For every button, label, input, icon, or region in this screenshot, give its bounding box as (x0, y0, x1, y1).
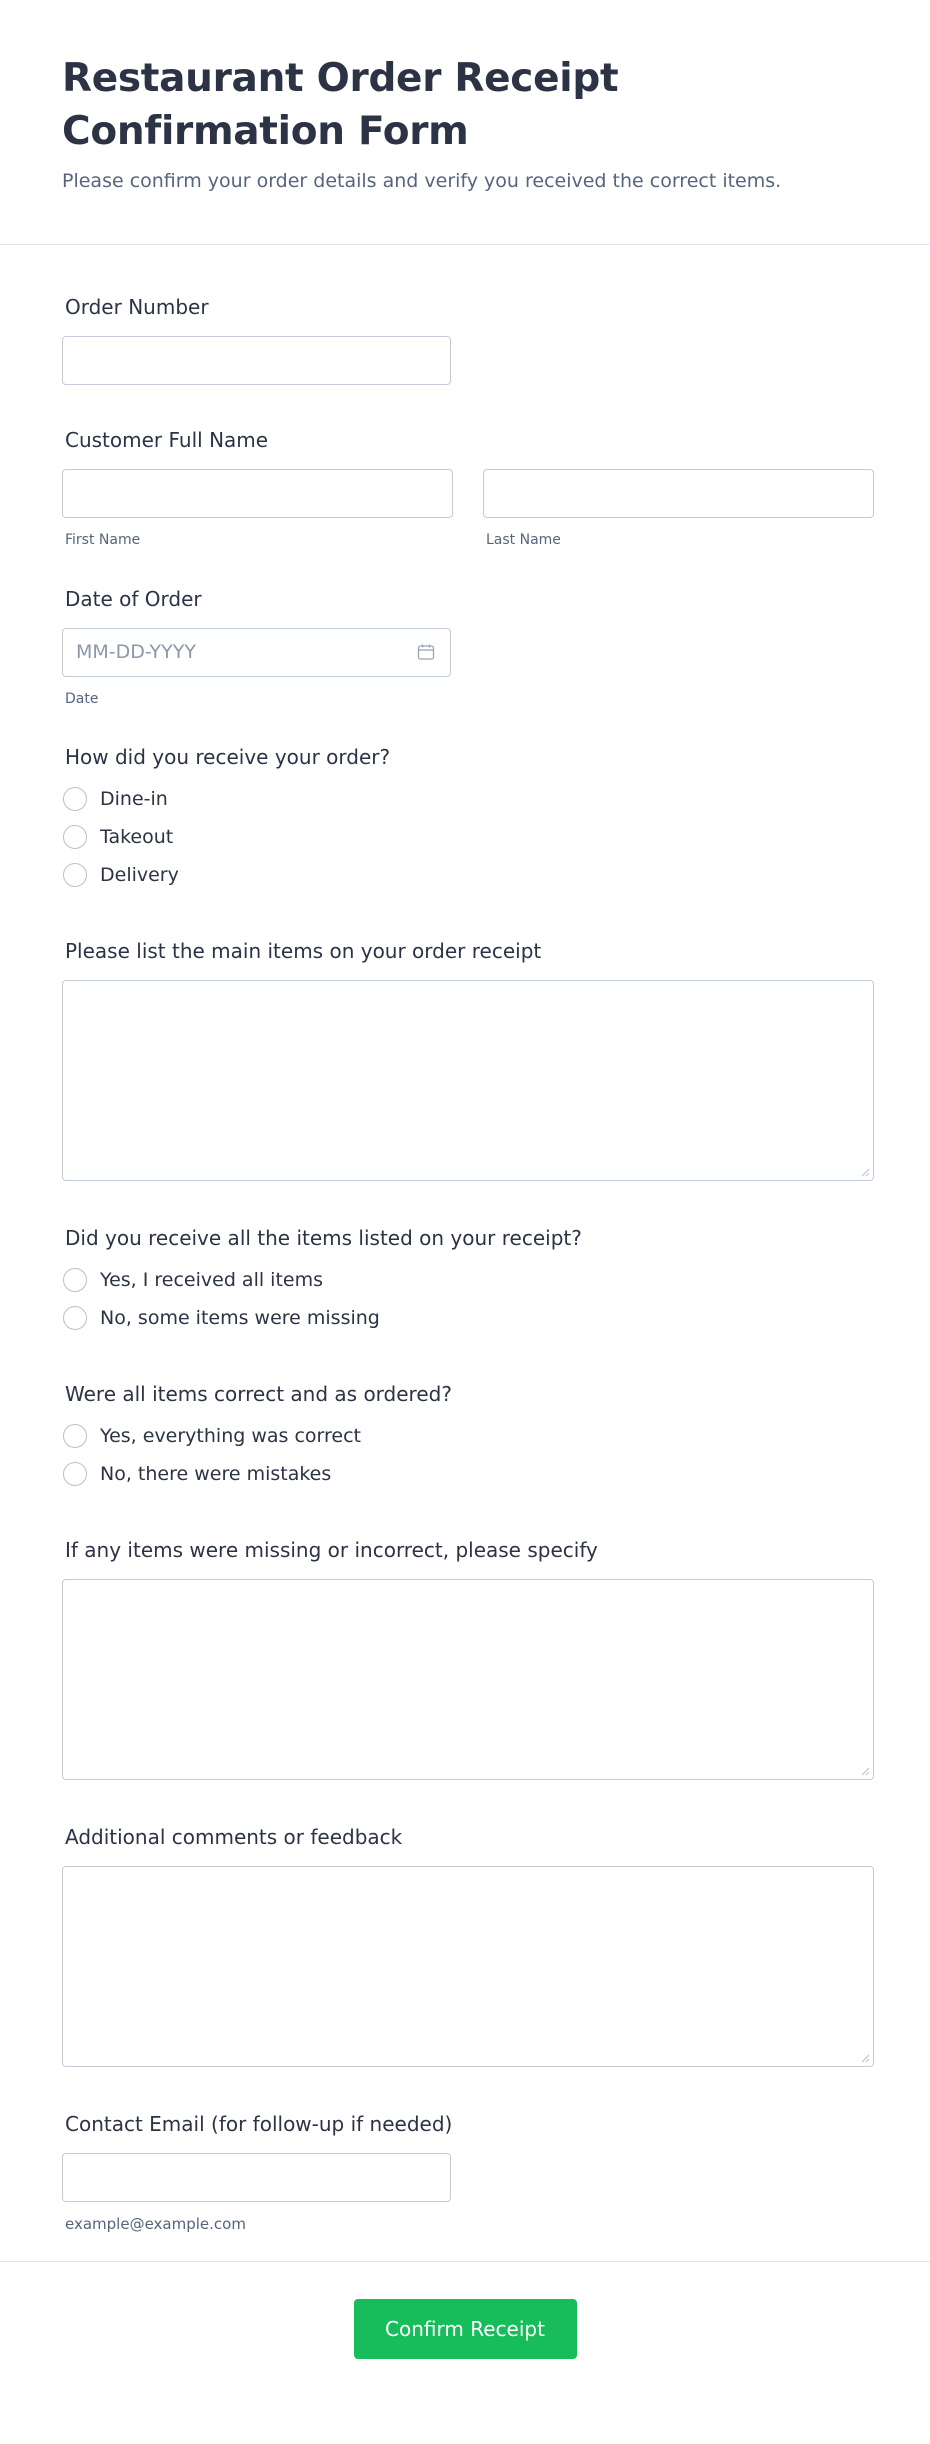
all-correct-field (62, 1381, 874, 1493)
main-items-textarea[interactable] (62, 980, 874, 1181)
radio-circle[interactable] (63, 787, 87, 811)
all-received-options (62, 1261, 874, 1337)
radio-label: Yes, everything was correct (100, 1425, 361, 1447)
date-sublabel: Date (65, 691, 99, 707)
date-input[interactable] (62, 628, 451, 677)
comments-label: Additional comments or feedback (65, 1825, 403, 1849)
calendar-icon[interactable] (417, 643, 435, 661)
radio-option-takeout[interactable] (63, 818, 874, 856)
radio-label: Takeout (100, 826, 174, 848)
resize-grip-icon[interactable] (860, 1167, 870, 1177)
radio-circle[interactable] (63, 1424, 87, 1448)
radio-option-correct-no[interactable] (63, 1455, 874, 1493)
comments-field (62, 1824, 874, 2067)
last-name-input[interactable] (483, 469, 874, 518)
order-number-field (62, 294, 874, 385)
first-name-sublabel: First Name (65, 532, 141, 548)
all-correct-options (62, 1417, 874, 1493)
page-subtitle: Please confirm your order details and verify you received the correct items. (62, 170, 782, 192)
email-input[interactable] (62, 2153, 451, 2202)
radio-option-dine-in[interactable] (63, 780, 874, 818)
email-label: Contact Email (for follow-up if needed) (65, 2112, 453, 2136)
radio-circle[interactable] (63, 1306, 87, 1330)
main-items-label: Please list the main items on your order receipt (65, 939, 542, 963)
resize-grip-icon[interactable] (860, 2053, 870, 2063)
radio-circle[interactable] (63, 1462, 87, 1486)
confirm-receipt-button[interactable]: Confirm Receipt (354, 2299, 577, 2359)
receive-method-label: How did you receive your order? (65, 745, 391, 769)
last-name-col (483, 469, 874, 549)
comments-textarea[interactable] (62, 1866, 874, 2067)
all-received-field (62, 1225, 874, 1337)
order-number-input[interactable] (62, 336, 451, 385)
radio-label: Yes, I received all items (100, 1269, 323, 1291)
issues-label: If any items were missing or incorrect, please specify (65, 1538, 598, 1562)
radio-option-received-yes[interactable] (63, 1261, 874, 1299)
all-received-label: Did you receive all the items listed on your receipt? (65, 1226, 582, 1250)
radio-circle[interactable] (63, 1268, 87, 1292)
main-items-field (62, 938, 874, 1181)
receive-method-field (62, 744, 874, 894)
customer-name-label: Customer Full Name (65, 428, 269, 452)
first-name-col (62, 469, 453, 549)
radio-label: Delivery (100, 864, 179, 886)
first-name-input[interactable] (62, 469, 453, 518)
radio-circle[interactable] (63, 825, 87, 849)
radio-option-received-no[interactable] (63, 1299, 874, 1337)
issues-textarea[interactable] (62, 1579, 874, 1780)
page-title: Restaurant Order Receipt Confirmation Form (62, 56, 619, 154)
name-row (62, 469, 874, 549)
email-field (62, 2111, 874, 2233)
issues-field (62, 1537, 874, 1780)
email-hint: example@example.com (65, 2215, 246, 2233)
radio-option-correct-yes[interactable] (63, 1417, 874, 1455)
form-body (0, 294, 930, 2233)
radio-label: No, some items were missing (100, 1307, 380, 1329)
radio-circle[interactable] (63, 863, 87, 887)
date-placeholder: MM-DD-YYYY (76, 641, 196, 663)
last-name-sublabel: Last Name (486, 532, 561, 548)
form-footer (0, 2261, 930, 2359)
radio-label: No, there were mistakes (100, 1463, 332, 1485)
resize-grip-icon[interactable] (860, 1766, 870, 1776)
date-label: Date of Order (65, 587, 202, 611)
order-number-label: Order Number (65, 295, 209, 319)
radio-label: Dine-in (100, 788, 168, 810)
customer-name-field (62, 427, 874, 549)
radio-option-delivery[interactable] (63, 856, 874, 894)
form-header (0, 0, 930, 245)
all-correct-label: Were all items correct and as ordered? (65, 1382, 452, 1406)
date-field (62, 586, 874, 708)
receive-method-options (62, 780, 874, 894)
